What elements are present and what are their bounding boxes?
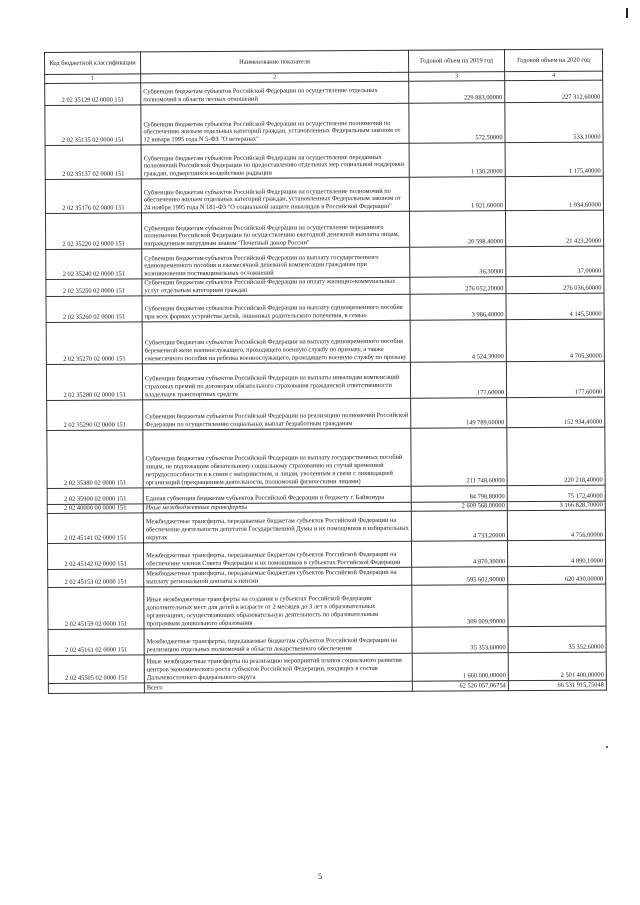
scan-speck xyxy=(606,746,608,748)
value-2019-cell: 1 921,60000 xyxy=(409,177,505,212)
table-row xyxy=(45,142,603,179)
value-2020-cell: 4 756,00000 xyxy=(507,510,605,541)
code-cell: 2 02 35270 02 0000 151 xyxy=(46,322,142,365)
header-2019: Годовой объем на 2019 год xyxy=(408,50,504,73)
name-cell: Субвенции бюджетам субъектов Российской Федерации на оплату жилищно-коммунальных услуг отдельным категориям граждан xyxy=(142,277,410,295)
name-cell: Иные межбюджетные трансферты на создание в субъектах Российской Федерации дополнительных мест для детей в возрасте от 2 месяцев до 3 лет в образовательных организациях, осуществляющих образовательную деятельность по образовательным программам дошкольного образования xyxy=(144,585,412,629)
value-2020-cell: 4 145,50000 xyxy=(506,293,604,320)
table-row xyxy=(47,510,605,543)
value-2020-cell: 35 352,60000 xyxy=(508,626,606,653)
name-cell: Субвенции бюджетам субъектов Российской Федерации на осуществление полномочий по обеспечению жильем отдельных категорий граждан, установленных Федеральным законом от 12 января 1995 года N 5-ФЗ "О ветеранах" xyxy=(141,103,409,145)
index-cell: 2 xyxy=(141,72,409,83)
name-cell: Субвенции бюджетам субъектов Российской Федерации на выплаты инвалидам компенсаций страховых премий по договорам обязательного страхования гражданской ответственности владельцев транспортных средств xyxy=(142,362,410,400)
name-cell: Субвенции бюджетам субъектов Российской Федерации на выплату единовременного пособия беременной жене военнослужащего, проходящего военную службу по призыву, а также ежемесячного пособия на ребенка военнослужащего, проходящего военную службу по призыву xyxy=(142,320,410,364)
value-2019-cell: 36,30000 xyxy=(410,247,506,278)
total-code-cell xyxy=(48,683,144,694)
code-cell: 2 02 45159 02 0000 151 xyxy=(48,587,144,630)
code-cell: 2 02 45161 02 0000 151 xyxy=(48,629,144,656)
value-2020-cell xyxy=(508,584,606,627)
value-2020-cell: 152 934,40000 xyxy=(507,397,605,428)
table-row xyxy=(46,361,604,400)
table-row xyxy=(46,293,604,322)
total-2019: 62 526 057,06754 xyxy=(412,680,508,691)
table-body xyxy=(45,80,607,683)
header-2020: Годовой объем на 2020 год xyxy=(504,49,602,72)
value-2019-cell: 309 009,90000 xyxy=(412,584,508,627)
code-cell: 2 02 35380 02 0000 151 xyxy=(47,430,143,489)
value-2019-cell: 1 130,20000 xyxy=(409,143,505,178)
code-cell: 2 02 35220 02 0000 151 xyxy=(45,213,141,250)
index-cell: 3 xyxy=(409,72,505,82)
value-2020-cell: 21 423,20000 xyxy=(505,210,603,247)
name-cell: Субвенции бюджетам субъектов Российской Федерации на выплату единовременного пособия при всех формах устройства детей, лишенных родительского попечения, в семью xyxy=(142,294,410,322)
value-2019-cell: 3 986,40000 xyxy=(410,293,506,320)
header-name: Наименование показателя xyxy=(141,50,409,74)
value-2019-cell: 177,60000 xyxy=(410,361,506,398)
value-2020-cell: 227 312,60000 xyxy=(505,80,603,103)
code-cell: 2 02 35280 02 0000 151 xyxy=(46,364,142,401)
value-2019-cell: 1 660 000,00000 xyxy=(412,652,508,681)
code-cell: 2 02 35176 02 0000 151 xyxy=(45,179,141,214)
name-cell: Единая субвенция бюджетам субъектов Российской Федерации и бюджету г. Байконура xyxy=(143,486,411,504)
table-row xyxy=(46,246,604,279)
scan-artifact xyxy=(626,8,628,18)
name-cell: Межбюджетные трансферты, передаваемые бюджетам субъектов Российской Федерации на реализацию отдельных полномочий в области лекарственного обеспечения xyxy=(144,627,412,655)
value-2020-cell: 533,10000 xyxy=(505,102,603,143)
code-cell: 2 02 35137 02 0000 151 xyxy=(45,145,141,180)
code-cell: 2 02 35290 02 0000 151 xyxy=(47,400,143,431)
code-cell: 2 02 35260 02 0000 151 xyxy=(46,296,142,323)
value-2019-cell: 4 870,30000 xyxy=(411,540,507,567)
value-2020-cell: 2 501 400,00000 xyxy=(508,652,606,681)
table-row xyxy=(48,626,606,655)
name-cell: Субвенции бюджетам субъектов Российской Федерации на осуществление переданных полномочий Российской Федерации по предоставлению отдельных мер социальной поддержки граждан, подвергшихся воздействию радиации xyxy=(141,143,409,179)
value-2019-cell: 572,50000 xyxy=(409,103,505,144)
code-cell: 2 02 45141 02 0000 151 xyxy=(47,513,143,544)
name-cell: Субвенции бюджетам субъектов Российской Федерации на реализацию полномочий Российской Федерации по осуществлению социальных выплат безработным гражданам xyxy=(143,398,411,430)
code-cell: 2 02 45142 02 0000 151 xyxy=(48,543,144,570)
table-row xyxy=(47,397,605,430)
value-2019-cell: 2 609 568,00000 xyxy=(411,501,507,511)
budget-table xyxy=(44,49,607,694)
table-row xyxy=(47,427,605,488)
value-2019-cell: 149 789,60000 xyxy=(411,397,507,428)
code-cell: 2 02 35129 02 0000 151 xyxy=(45,83,141,106)
total-row xyxy=(48,680,606,693)
value-2019-cell: 4 733,20000 xyxy=(411,510,507,541)
index-cell: 4 xyxy=(505,71,603,81)
total-2020: 66 531 915,75048 xyxy=(508,680,606,691)
value-2019-cell: 595 602,90000 xyxy=(412,566,508,585)
name-cell: Субвенции бюджетам субъектов Российской Федерации на осуществление полномочий по обеспечению жильем отдельных категорий граждан, установленных Федеральным законом от 24 ноября 1995 года N 181-ФЗ "О социальной защите инвалидов в Российской Федерации" xyxy=(141,177,409,213)
value-2020-cell: 37,00000 xyxy=(506,246,604,277)
value-2020-cell: 620 430,00000 xyxy=(508,566,606,585)
value-2019-cell: 84 798,80000 xyxy=(411,485,507,502)
table-row xyxy=(48,652,606,683)
table-row xyxy=(45,176,603,213)
value-2020-cell: 4 890,10000 xyxy=(507,540,605,567)
value-2019-cell: 229 883,00000 xyxy=(409,81,505,104)
code-cell: 2 02 45153 02 0000 151 xyxy=(48,569,144,588)
name-cell: Субвенции бюджетам субъектов Российской Федерации на осуществление переданного полномочия Российской Федерации по осуществлению ежегодной денежной выплаты лицам, награжденным нагрудным знаком "Почетный донор России" xyxy=(141,211,409,249)
table-row xyxy=(45,102,603,145)
value-2020-cell: 1 934,60000 xyxy=(505,176,603,211)
table-header xyxy=(45,49,603,83)
name-cell: Межбюджетные трансферты, передаваемые бюджетам субъектов Российской Федерации на обеспечение членов Совета Федерации и их помощников в субъектах Российской Федерации xyxy=(143,541,411,569)
name-cell: Субвенции бюджетам субъектов Российской Федерации на осуществление отдельных полномочий в области лесных отношений xyxy=(141,81,409,105)
value-2019-cell: 211 748,60000 xyxy=(411,427,507,486)
value-2020-cell: 177,60000 xyxy=(506,361,604,398)
value-2019-cell: 20 598,40000 xyxy=(409,211,505,248)
code-cell: 2 02 35135 02 0000 151 xyxy=(45,105,141,146)
name-cell: Субвенция бюджетам субъектов Российской Федерации на выплату государственных пособий лицам, не подлежащим обязательному социальному страхованию на случай временной нетрудоспособности и в связи с материнством, и лицам, уволенным в связи с ликвидацией организаций (прекращением деятельности, полномочий физическими лицами) xyxy=(143,428,411,488)
code-cell: 2 02 45505 02 0000 151 xyxy=(48,655,144,684)
code-cell: 2 02 40000 00 0000 151 xyxy=(47,504,143,514)
table-row xyxy=(45,210,603,249)
value-2020-cell: 276 036,60000 xyxy=(506,276,604,293)
total-label: Всего xyxy=(144,681,412,693)
name-cell: Межбюджетные трансферты, передаваемые бюджетам субъектов Российской Федерации на обеспечение деятельности депутатов Государственной Думы и их помощников в избирательных округах xyxy=(143,511,411,543)
name-cell: Межбюджетные трансферты, передаваемые бюджетам субъектов Российской Федерации на выплату региональной доплаты к пенсии xyxy=(144,567,412,587)
value-2019-cell: 4 524,30000 xyxy=(410,319,506,362)
index-cell: 1 xyxy=(45,74,141,84)
value-2020-cell: 1 175,40000 xyxy=(505,142,603,177)
value-2019-cell: 276 052,20000 xyxy=(410,277,506,294)
header-code: Код бюджетной классификации xyxy=(45,52,141,75)
name-cell: Субвенции бюджетам субъектов Российской Федерации на выплату государственного единовременного пособия и ежемесячной денежной компенсации гражданам при возникновении поствакцинальных осложнений xyxy=(142,247,410,279)
value-2020-cell: 220 218,40000 xyxy=(507,427,605,486)
table-row xyxy=(48,540,606,569)
code-cell: 2 02 35250 02 0000 151 xyxy=(46,279,142,296)
page-number: 5 xyxy=(318,872,322,881)
name-cell: Иные межбюджетные трансферты на реализацию мероприятий планов социального развития центров экономического роста субъектов Российской Федерации, входящих в состав Дальневосточного федерального округа xyxy=(144,653,412,683)
code-cell: 2 02 35900 02 0000 151 xyxy=(47,488,143,505)
name-cell: Иные межбюджетные трансферты xyxy=(143,502,411,513)
table-row xyxy=(48,584,606,629)
value-2020-cell: 3 166 828,70000 xyxy=(507,501,605,511)
table-row xyxy=(46,319,604,364)
value-2019-cell: 35 353,60000 xyxy=(412,626,508,653)
value-2020-cell: 75 172,40000 xyxy=(507,485,605,502)
value-2020-cell: 4 705,30000 xyxy=(506,319,604,362)
code-cell: 2 02 35240 02 0000 151 xyxy=(46,249,142,280)
